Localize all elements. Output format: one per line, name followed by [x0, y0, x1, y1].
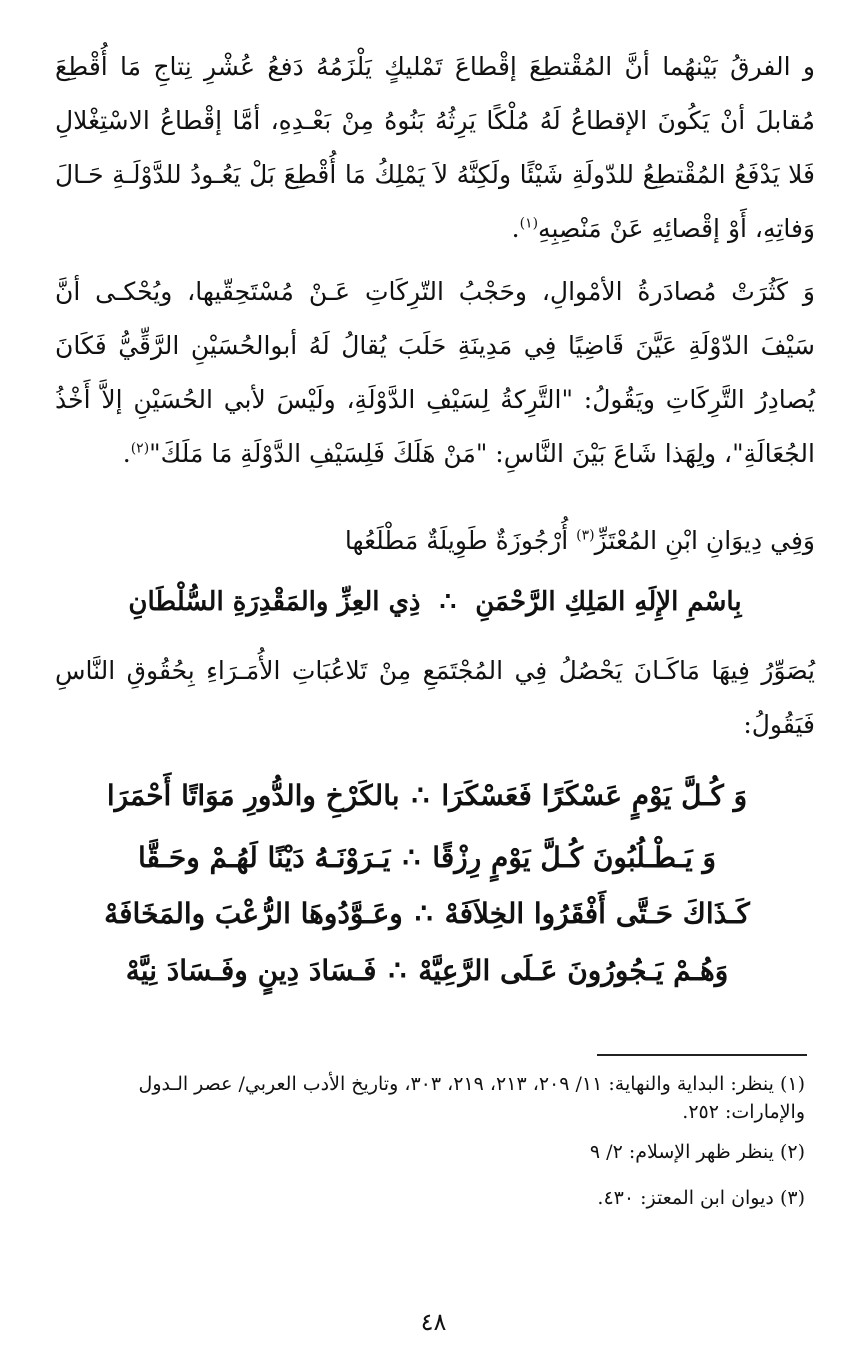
- verse-first-half: كَـذَاكَ حَـتَّى أَفْقَرُوا الخِلاَفَهْ: [444, 897, 750, 930]
- paragraph-text: وَفِي دِيوَانِ ابْنِ المُعْتَزِّ: [594, 526, 815, 555]
- footnote-item: [55, 1070, 805, 1126]
- verse-second-half: ذِي العِزِّ والمَقْدِرَةِ السُّلْطَانِ: [128, 587, 421, 617]
- footnote-item: [55, 1138, 805, 1166]
- paragraph-diwan-intro: [55, 514, 815, 568]
- verse-second-half: بالكَرْخِ والدُّورِ مَوَاتًا أَحْمَرَا: [106, 779, 400, 812]
- verse-separator: ∴: [414, 897, 433, 930]
- verse-first-half: وَ يَـطْـلُبُونَ كُـلَّ يَوْمٍ رِزْقًا: [432, 841, 716, 874]
- paragraph-text: أُرْجُوزَةٌ طَوِيلَةٌ مَطْلَعُها: [344, 526, 569, 555]
- paragraph-text: و الفرقُ بَيْنهُما أنَّ المُقْتطِعَ إقْطاعَ تَمْليكٍ يَلْزَمُهُ دَفعُ عُشْرِ نِتاجِ مَا أُقْطِعَ مُقابلَ أنْ يَكُونَ الإقطاعُ لَهُ مُلْكًا يَرِثُهُ بَنُوهُ مِنْ بَعْـدِهِ، أمَّا إقْطاعُ الاسْتِغْلالِ فَلا يَدْفَعُ المُقْتطِعُ للدّولَةِ شَيْئًا ولَكِنَّهُ لاَ يَمْلِكُ مَا أُقْطِعَ بَلْ يَعُـودُ للدَّوْلَـةِ حَـالَ وَفاتِهِ، أَوْ إقْصائِهِ عَنْ مَنْصِبِهِ: [55, 52, 815, 243]
- verse-line: [47, 768, 807, 824]
- footnote-text: ديوان ابن المعتز: ٤٣٠.: [597, 1187, 774, 1209]
- verse-separator: ∴: [411, 779, 430, 812]
- page-number: ٤٨: [420, 1308, 447, 1336]
- verse-separator: ∴: [402, 841, 421, 874]
- footnote-marker: (١): [779, 1073, 805, 1095]
- paragraph-iqta: و الفرقُ بَيْنهُما أنَّ المُقْتطِعَ إقْطاعَ تَمْليكٍ يَلْزَمُهُ دَفعُ عُشْرِ نِتاجِ مَا أُقْطِعَ مُقابلَ أنْ يَكُونَ الإقطاعُ لَهُ مُلْكًا يَرِثُهُ بَنُوهُ مِنْ بَعْـدِهِ، أمَّا إقْطاعُ الاسْتِغْلالِ فَلا يَدْفَعُ المُقْتطِعُ للدّولَةِ شَيْئًا ولَكِنَّهُ لاَ يَمْلِكُ مَا أُقْطِعَ بَلْ يَعُـودُ للدَّوْلَـةِ حَـالَ وَفاتِهِ، أَوْ إقْصائِهِ عَنْ مَنْصِبِهِ$^{(١)}$.: [55, 52, 815, 243]
- verse-separator: ∴: [388, 954, 407, 987]
- verse-separator: ∴: [439, 587, 457, 617]
- paragraph-text: يُصَوِّرُ فِيهَا مَاكَـانَ يَحْصُلُ فِي المُجْتَمَعِ مِنْ تَلاعُبَاتِ الأُمَـرَاءِ بِحُقُوقِ النَّاسِ فَيَقُولُ:: [55, 656, 815, 739]
- footnote-marker: (٢): [779, 1141, 805, 1163]
- poem-opening-verse: [55, 577, 815, 627]
- paragraph-confiscation: وَ كَثُرَتْ مُصادَرةُ الأمْوالِ، وحَجْبُ التّرِكَاتِ عَـنْ مُسْتَحِقّيها، ويُحْكـى أنَّ سَيْفَ الدّوْلَةِ عَيَّنَ قَاضِيًا فِي مَدِينَةِ حَلَبَ يُقالُ لَهُ أبوالحُسَيْنِ الرَّقِّيُّ فَكَانَ يُصادِرُ التَّرِكَاتِ ويَقُولُ: "التَّرِكةُ لِسَيْفِ الدَّوْلَةِ، ولَيْسَ لأبي الحُسَيْنِ إلاَّ أَخْذُ الجُعَالَةِ"، ولِهَذا شَاعَ بَيْنَ النَّاسِ: "مَنْ هَلَكَ فَلِسَيْفِ الدَّوْلَةِ مَا مَلَكَ"$^{(٢)}$.: [55, 277, 815, 468]
- verse-second-half: وعَـوَّدُوهَا الرُّعْبَ والمَخَافَهْ: [104, 897, 403, 930]
- verse-first-half: بِاسْمِ الإِلَهِ المَلِكِ الرَّحْمَنِ: [475, 587, 742, 617]
- verse-line: [47, 886, 807, 942]
- footnote-ref: (٢): [130, 440, 150, 457]
- paragraph-poem-intro: [55, 644, 815, 752]
- verse-line: [47, 830, 807, 886]
- footnote-text: ينظر ظهر الإسلام: ٢/ ٩: [589, 1141, 774, 1163]
- footnote-divider: [597, 1054, 807, 1056]
- verse-second-half: فَـسَادَ دِينٍ وفَـسَادَ نِيَّهْ: [125, 954, 377, 987]
- footnote-ref: (١): [519, 215, 539, 232]
- footnote-marker: (٣): [779, 1187, 805, 1209]
- paragraph-text: وَ كَثُرَتْ مُصادَرةُ الأمْوالِ، وحَجْبُ التّرِكَاتِ عَـنْ مُسْتَحِقّيها، ويُحْكـى أنَّ سَيْفَ الدّوْلَةِ عَيَّنَ قَاضِيًا فِي مَدِينَةِ حَلَبَ يُقالُ لَهُ أبوالحُسَيْنِ الرَّقِّيُّ فَكَانَ يُصادِرُ التَّرِكَاتِ ويَقُولُ: "التَّرِكةُ لِسَيْفِ الدَّوْلَةِ، ولَيْسَ لأبي الحُسَيْنِ إلاَّ أَخْذُ الجُعَالَةِ"، ولِهَذا شَاعَ بَيْنَ النَّاسِ: "مَنْ هَلَكَ فَلِسَيْفِ الدَّوْلَةِ مَا مَلَكَ": [55, 277, 815, 468]
- verse-first-half: وَ كُـلَّ يَوْمٍ عَسْكَرًا فَعَسْكَرَا: [441, 779, 748, 812]
- verse-second-half: يَـرَوْنَـهُ دَيْنًا لَهُـمْ وحَـقَّا: [137, 841, 391, 874]
- verse-first-half: وَهُـمْ يَـجُورُونَ عَـلَى الرَّعِيَّهْ: [418, 954, 729, 987]
- footnote-text: ينظر: البداية والنهاية: ١١/ ٢٠٩، ٢١٣، ٢١٩، ٣٠٣، وتاريخ الأدب العربي/ عصر الـدول والإمارات: ٢٥٢.: [138, 1073, 805, 1123]
- footnote-item: [55, 1184, 805, 1212]
- footnote-ref: (٣): [576, 527, 595, 544]
- verse-line: [47, 943, 807, 999]
